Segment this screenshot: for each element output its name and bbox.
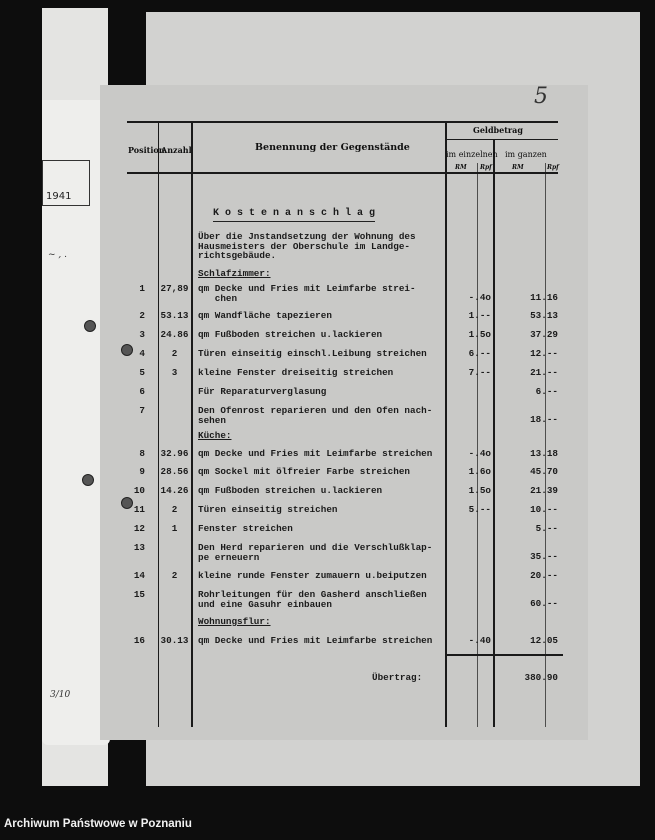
- row-quantity: 2: [171, 570, 178, 581]
- header-ganzen: im ganzen: [505, 150, 547, 159]
- header-anzahl: Anzahl: [161, 145, 192, 155]
- uebertrag-label: Übertrag:: [372, 672, 423, 683]
- section-wohnungsflur: Wohnungsflur:: [198, 616, 271, 627]
- row-total: 35.--: [530, 551, 558, 562]
- row-quantity: 3: [171, 367, 178, 378]
- row-total: 53.13: [530, 310, 558, 321]
- row-position: 13: [133, 542, 145, 553]
- row-position: 16: [133, 635, 145, 646]
- row-description: Türen einseitig einschl.Leibung streichen: [198, 348, 427, 359]
- row-position: 14: [133, 570, 145, 581]
- row-total: 45.70: [530, 466, 558, 477]
- row-description: kleine runde Fenster zumauern u.beiputzen: [198, 570, 427, 581]
- row-total: 20.--: [530, 570, 558, 581]
- binding-hole: [121, 497, 133, 509]
- row-description: qm Decke und Fries mit Leimfarbe strei- chen: [198, 283, 416, 304]
- header-geldbetrag: Geldbetrag: [473, 125, 523, 135]
- binding-hole: [84, 320, 96, 332]
- header-position: Position: [128, 145, 165, 155]
- row-description: qm Decke und Fries mit Leimfarbe streichen: [198, 448, 433, 459]
- row-description: Für Reparaturverglasung: [198, 386, 327, 397]
- header-benennung: Benennung der Gegenstände: [255, 142, 410, 153]
- row-unit-price: -.4o: [468, 448, 491, 459]
- row-description: Den Herd reparieren und die Verschlußklap- pe erneuern: [198, 542, 433, 563]
- document-page: [100, 85, 588, 740]
- row-description: Fenster streichen: [198, 523, 293, 534]
- row-quantity: 30.13: [160, 635, 189, 646]
- row-position: 9: [139, 466, 145, 477]
- row-position: 7: [139, 405, 145, 416]
- stamp-year: 1941: [46, 191, 72, 202]
- header-einzelnen: im einzelnen: [446, 150, 498, 159]
- row-total: 21.--: [530, 367, 558, 378]
- row-unit-price: 1.5o: [468, 329, 491, 340]
- row-quantity: 32.96: [160, 448, 189, 459]
- row-description: Den Ofenrost reparieren und den Ofen nach- sehen: [198, 405, 433, 426]
- row-quantity: 24.86: [160, 329, 189, 340]
- row-description: kleine Fenster dreiseitig streichen: [198, 367, 394, 378]
- row-position: 3: [139, 329, 145, 340]
- row-position: 1: [139, 283, 145, 294]
- row-quantity: 28.56: [160, 466, 189, 477]
- row-position: 2: [139, 310, 145, 321]
- row-unit-price: -.40: [468, 635, 491, 646]
- row-quantity: 1: [171, 523, 178, 534]
- row-total: 18.--: [530, 414, 558, 425]
- binding-hole: [121, 344, 133, 356]
- row-total: 5.--: [535, 523, 558, 534]
- row-description: qm Sockel mit ölfreier Farbe streichen: [198, 466, 411, 477]
- row-position: 6: [139, 386, 145, 397]
- page-number: 5: [534, 84, 548, 109]
- row-description: Rohrleitungen für den Gasherd anschließen und eine Gasuhr einbauen: [198, 589, 427, 610]
- row-description: qm Fußboden streichen u.lackieren: [198, 485, 383, 496]
- header-rpf-1: Rpf: [480, 164, 492, 171]
- row-unit-price: 1.--: [468, 310, 491, 321]
- intro-text: Über die Jnstandsetzung der Wohnung des Hausmeisters der Oberschule im Landge- richtsgebäude.: [198, 231, 416, 261]
- binding-hole: [82, 474, 94, 486]
- row-total: 21.39: [530, 485, 558, 496]
- row-position: 12: [133, 523, 145, 534]
- row-total: 60.--: [530, 598, 558, 609]
- archive-stamp: [42, 160, 90, 206]
- row-position: 4: [139, 348, 145, 359]
- row-position: 11: [133, 504, 145, 515]
- row-quantity: 27,89: [160, 283, 189, 294]
- row-unit-price: 1.5o: [468, 485, 491, 496]
- row-description: qm Decke und Fries mit Leimfarbe streichen: [198, 635, 433, 646]
- row-description: qm Wandfläche tapezieren: [198, 310, 332, 321]
- row-position: 10: [133, 485, 145, 496]
- row-description: Türen einseitig streichen: [198, 504, 338, 515]
- row-total: 10.--: [530, 504, 558, 515]
- row-position: 5: [139, 367, 145, 378]
- row-unit-price: 6.--: [468, 348, 491, 359]
- row-position: 8: [139, 448, 145, 459]
- header-rpf-2: Rpf: [547, 164, 559, 171]
- document-title: K o s t e n a n s c h l a g: [213, 209, 375, 222]
- margin-note: 3/10: [50, 690, 71, 700]
- row-unit-price: -.4o: [468, 292, 491, 303]
- row-quantity: 14.26: [160, 485, 189, 496]
- row-unit-price: 1.6o: [468, 466, 491, 477]
- row-total: 6.--: [535, 386, 558, 397]
- row-quantity: 2: [171, 504, 178, 515]
- row-unit-price: 5.--: [468, 504, 491, 515]
- section-kueche: Küche:: [198, 430, 232, 441]
- row-quantity: 53.13: [160, 310, 189, 321]
- row-total: 12.05: [530, 635, 558, 646]
- row-position: 15: [133, 589, 145, 600]
- row-total: 12.--: [530, 348, 558, 359]
- section-schlafzimmer: Schlafzimmer:: [198, 268, 271, 279]
- row-total: 11.16: [530, 292, 558, 303]
- row-unit-price: 7.--: [468, 367, 491, 378]
- row-total: 37.29: [530, 329, 558, 340]
- row-description: qm Fußboden streichen u.lackieren: [198, 329, 383, 340]
- header-rm-2: RM: [512, 164, 524, 171]
- uebertrag-value: 380.90: [524, 672, 558, 683]
- row-total: 13.18: [530, 448, 558, 459]
- row-quantity: 2: [171, 348, 178, 359]
- archive-footer: Archiwum Państwowe w Poznaniu: [4, 818, 192, 830]
- header-rm-1: RM: [455, 164, 467, 171]
